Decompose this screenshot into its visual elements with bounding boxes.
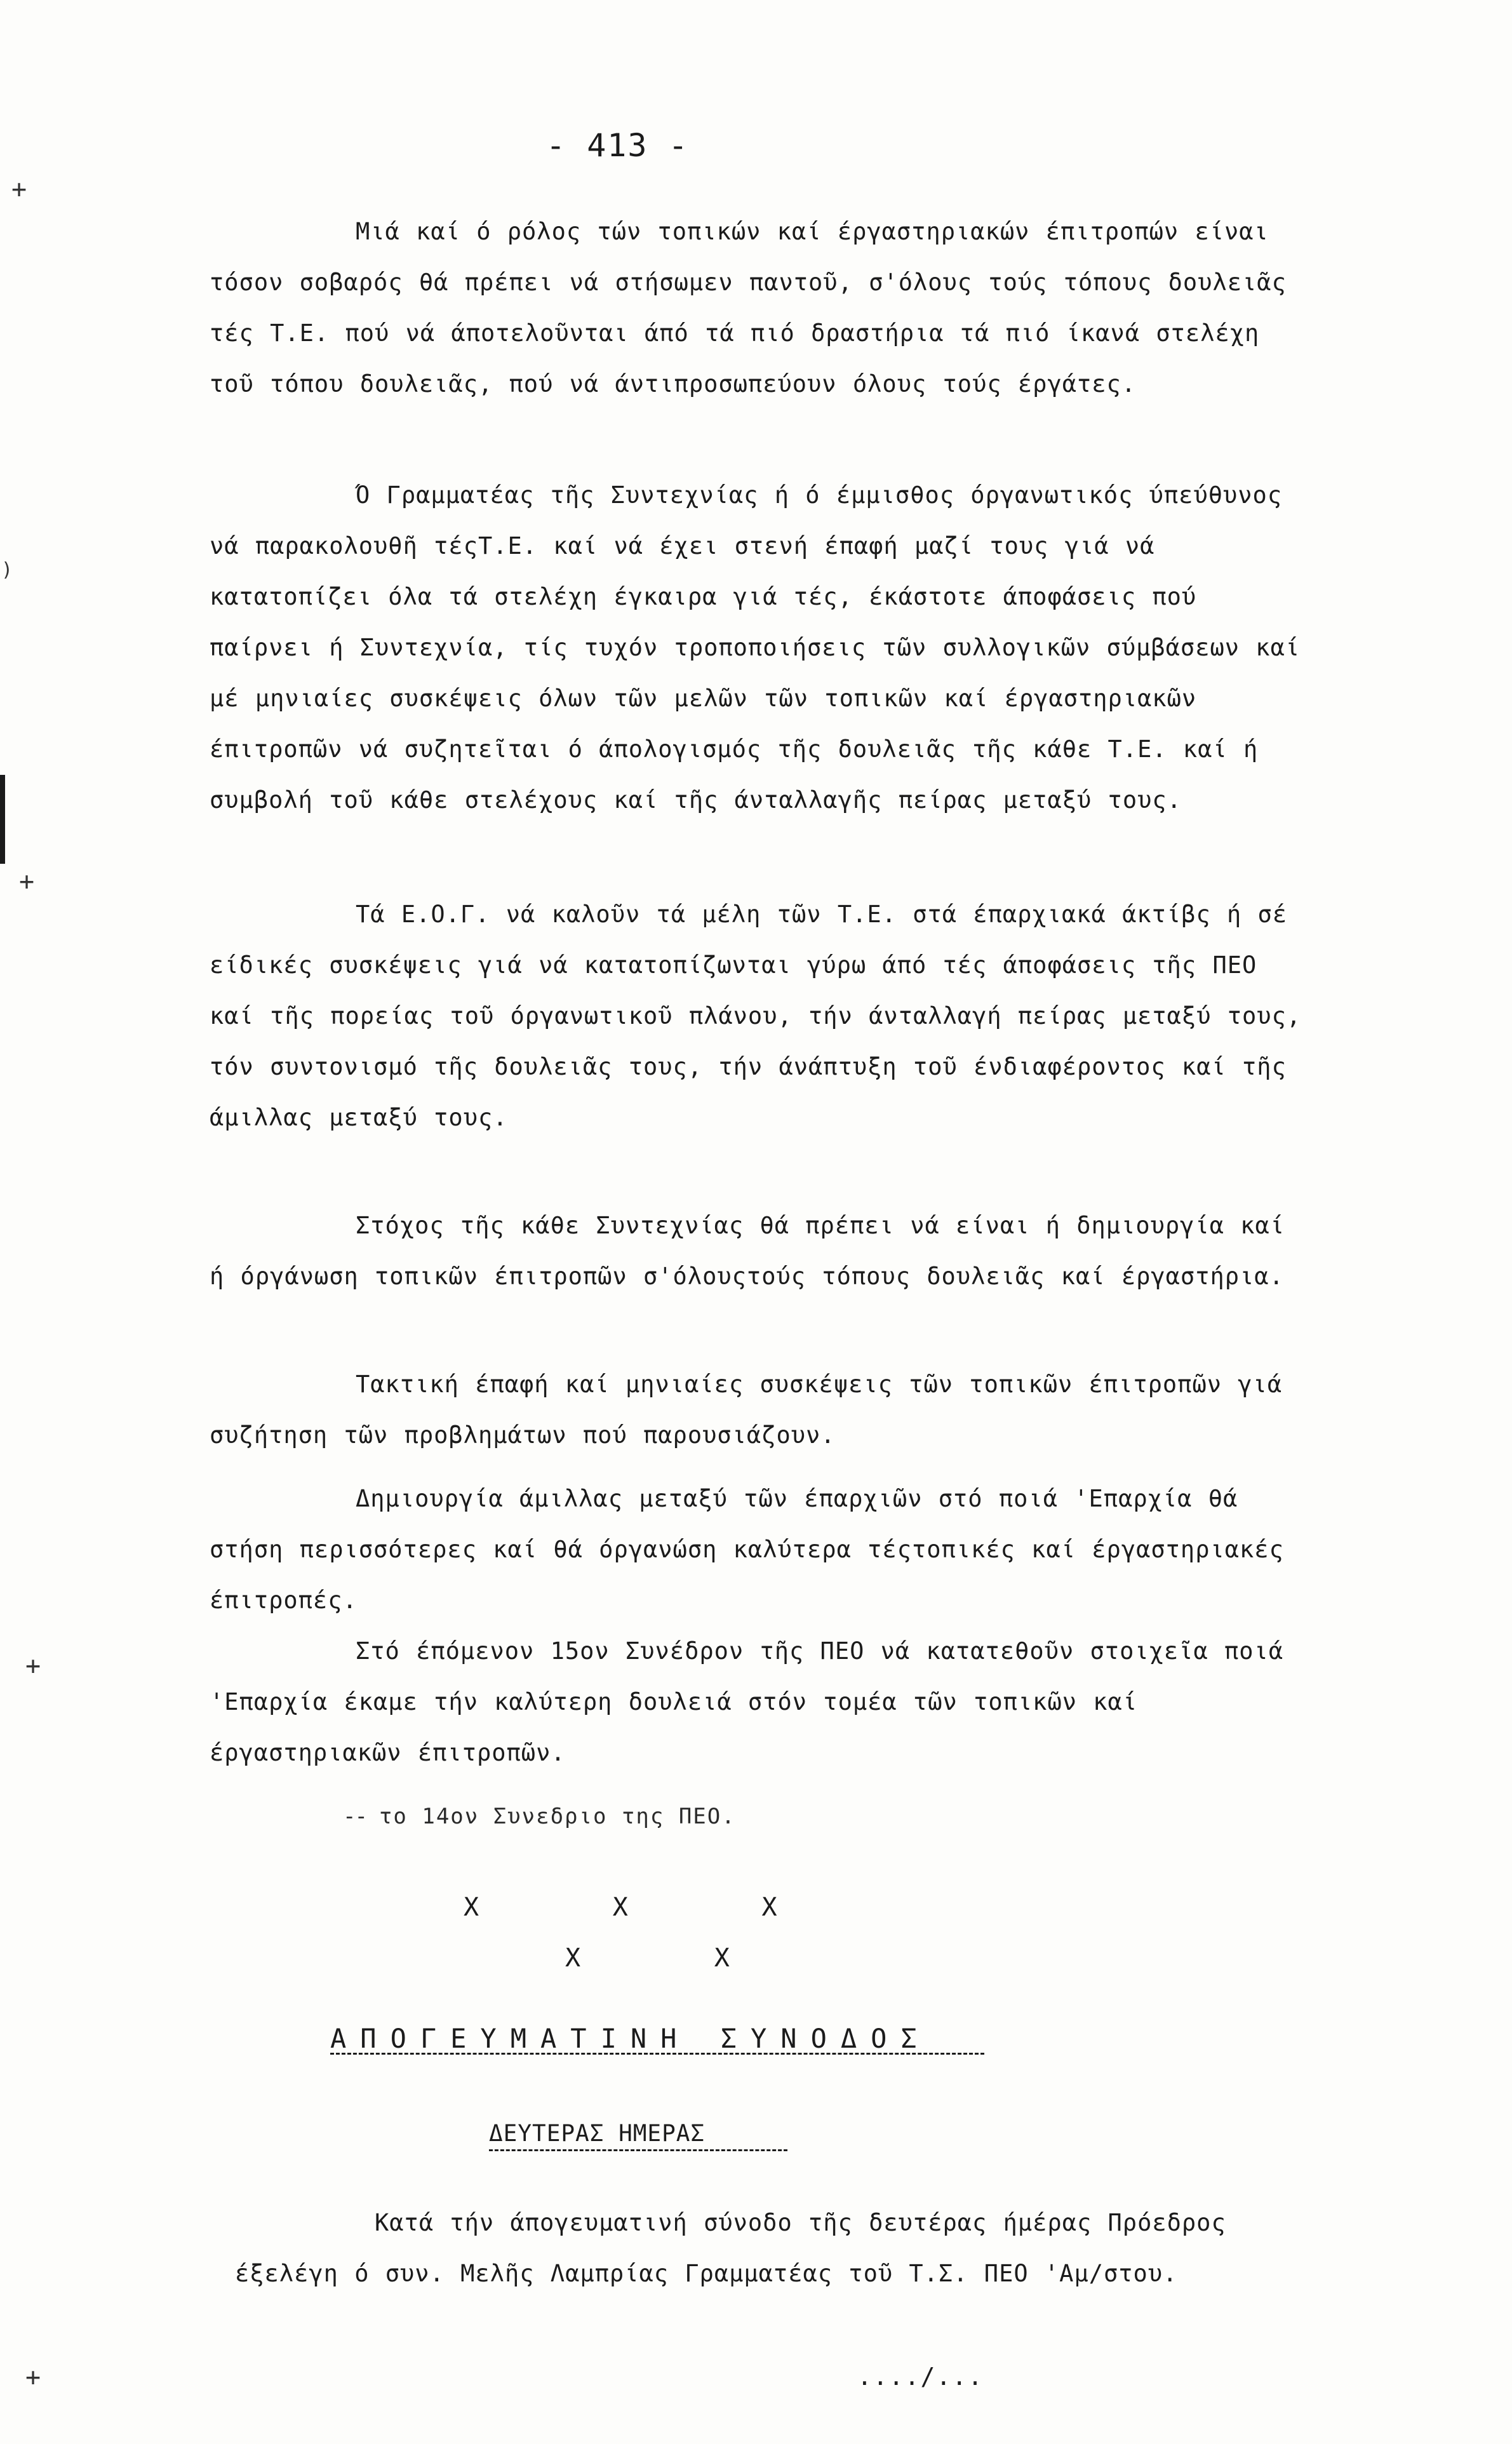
binding-edge-mark (0, 775, 5, 864)
section-title (330, 2020, 984, 2055)
paragraph-text: Κατά τήν άπογευματινή σύνοδο τῆς δευτέρας ήμέρας Πρόεδρος έξελέγη ό συν. Μελῆς Λαμπρίας Γραμματέας τοῦ Τ.Σ. ΠΕΟ 'Αμ/στου. (235, 2209, 1226, 2287)
struck-text: το 14ον Συνεδριο της ΠΕΟ. (378, 1804, 736, 1829)
margin-cross-mark: + (11, 175, 27, 204)
paragraph-2 (210, 470, 1302, 826)
paragraph-7 (210, 1626, 1302, 1778)
page-number: - 413 - (546, 127, 689, 164)
margin-cross-mark: + (25, 2363, 41, 2392)
struck-out-line (343, 1804, 736, 1829)
paragraph-text: Τά Ε.Ο.Γ. νά καλοῦν τά μέλη τῶν Τ.Ε. στά έπαρχιακά άκτίβς ή σέ είδικές συσκέψεις γιά νά κατατοπίζωνται γύρω άπό τές άποφάσεις τῆς ΠΕΟ καί τῆς πορείας τοῦ όργανωτικοῦ πλάνου, τήν άνταλλαγή πείρας μεταξύ τους, τόν συντονισμό τῆς δουλειᾶς τους, τήν άνάπτυξη τοῦ ένδιαφέροντος καί τῆς άμιλλας μεταξύ τους. (210, 901, 1302, 1131)
section-title-text: ΑΠΟΓΕΥΜΑΤΙΝΗ ΣΥΝΟΔΟΣ (330, 2023, 931, 2054)
paragraph-text: Στόχος τῆς κάθε Συντεχνίας θά πρέπει νά είναι ή δημιουργία καί ή όργάνωση τοπικῶν έπιτροπῶν σ'όλουςτούς τόπους δουλειᾶς καί έργαστήρια. (210, 1212, 1285, 1290)
struck-dash: -- (343, 1804, 366, 1829)
paragraph-text: Ό Γραμματέας τῆς Συντεχνίας ή ό έμμισθος όργανωτικός ύπεύθυνος νά παρακολουθῆ τέςΤ.Ε. καί νά έχει στενή έπαφή μαζί τους γιά νά κατατοπίζει όλα τά στελέχη έγκαιρα γιά τές, έκάστοτε άποφάσεις πού παίρνει ή Συντεχνία, τίς τυχόν τροποποιήσεις τῶν συλλογικῶν σύμβάσεων καί μέ μηνιαίες συσκέψεις όλων τῶν μελῶν τῶν τοπικῶν καί έργαστηριακῶν έπιτροπῶν νά συζητεῖται ό άπολογισμός τῆς δουλειᾶς τῆς κάθε Τ.Ε. καί ή συμβολή τοῦ κάθε στελέχους καί τῆς άνταλλαγῆς πείρας μεταξύ τους. (210, 481, 1301, 814)
paragraph-text: Τακτική έπαφή καί μηνιαίες συσκέψεις τῶν τοπικῶν έπιτροπῶν γιά συζήτηση τῶν προβλημάτων πού παρουσιάζουν. (210, 1371, 1283, 1449)
paragraph-3 (210, 889, 1302, 1143)
paragraph-5 (210, 1359, 1302, 1461)
paragraph-4 (210, 1200, 1302, 1302)
margin-cross-mark: + (25, 1651, 41, 1681)
paragraph-1 (210, 206, 1302, 410)
section-subtitle (489, 2115, 787, 2151)
continuation-mark: ..../... (857, 2363, 984, 2391)
margin-paren-mark: ) (1, 559, 13, 581)
separator-row-2: Χ Χ (565, 1944, 731, 1973)
section-subtitle-text: ΔΕΥΤΕΡΑΣ ΗΜΕΡΑΣ (489, 2121, 706, 2147)
paragraph-text: Μιά καί ό ρόλος τών τοπικών καί έργαστηριακών έπιτροπών είναι τόσον σοβαρός θά πρέπει νά στήσωμεν παντοῦ, σ'όλους τούς τόπους δουλειᾶς τές Τ.Ε. πού νά άποτελοῦνται άπό τά πιό δραστήρια τά πιό ίκανά στελέχη τοῦ τόπου δουλειᾶς, πού νά άντιπροσωπεύουν όλους τούς έργάτες. (210, 218, 1287, 398)
paragraph-text: Δημιουργία άμιλλας μεταξύ τῶν έπαρχιῶν στό ποιά 'Επαρχία θά στήση περισσότερες καί θά όργανώση καλύτερα τέςτοπικές καί έργαστηριακές έπιτροπές. (210, 1485, 1284, 1614)
section-subtitle-underline (489, 2149, 787, 2151)
paragraph-text: Στό έπόμενον 15ον Συνέδρον τῆς ΠΕΟ νά κατατεθοῦν στοιχεῖα ποιά 'Επαρχία έκαμε τήν καλύτερη δουλειά στόν τομέα τῶν τοπικῶν καί έργαστηριακῶν έπιτροπῶν. (210, 1637, 1284, 1766)
closing-paragraph (235, 2198, 1302, 2299)
separator-row-1: Χ Χ Χ (464, 1893, 779, 1922)
margin-cross-mark: + (19, 867, 35, 896)
paragraph-6 (210, 1474, 1302, 1626)
